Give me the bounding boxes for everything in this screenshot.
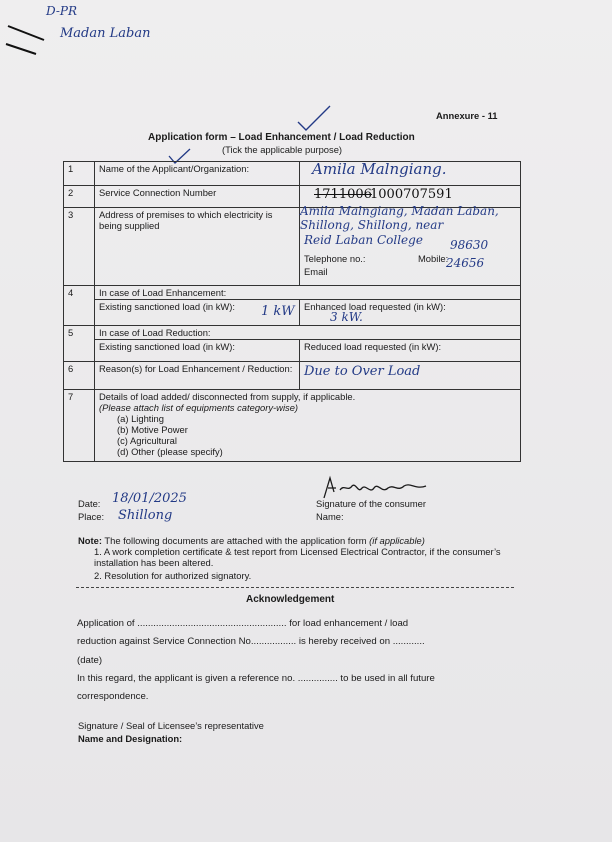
ack-heading: Acknowledgement — [246, 594, 335, 605]
details-item: (a) Lighting — [117, 413, 164, 424]
address-line2: Shillong, Shillong, near — [300, 218, 444, 232]
annexure-label: Annexure - 11 — [436, 110, 498, 121]
reduced-load-cell[interactable] — [300, 340, 521, 362]
note-suffix: (if applicable) — [369, 535, 425, 546]
pen-stroke-marks — [0, 0, 60, 60]
name-designation-label: Name and Designation: — [78, 733, 183, 744]
row-label: Address of premises to which electricity is being supplied — [95, 208, 300, 286]
table-row — [64, 326, 521, 340]
note-prefix: Note: — [78, 535, 102, 546]
place-value: Shillong — [118, 508, 173, 523]
details-item: (d) Other (please specify) — [117, 446, 223, 457]
existing-load-label: Existing sanctioned load (in kW): — [99, 341, 235, 352]
row-number: 5 — [64, 326, 95, 362]
address-cell[interactable] — [300, 204, 521, 286]
ack-para2-line1: In this regard, the applicant is given a reference no. ............... to be used in all future — [77, 673, 435, 684]
details-item: (b) Motive Power — [117, 424, 188, 435]
row-number: 3 — [64, 208, 95, 286]
applicant-name-cell[interactable] — [300, 162, 521, 186]
ack-para1-line2: reduction against Service Connection No................. is hereby received on ............ — [77, 636, 425, 647]
service-connection-value: 1000707591 — [370, 187, 453, 202]
note-text: The following documents are attached with the application form — [104, 535, 367, 546]
table-row — [64, 300, 521, 326]
place-label: Place: — [78, 511, 105, 522]
row-number: 1 — [64, 162, 95, 186]
licensee-signature-label: Signature / Seal of Licensee’s representative — [78, 720, 264, 731]
reason-value: Due to Over Load — [304, 364, 421, 379]
details-cell[interactable] — [95, 390, 521, 462]
applicant-name-value: Amila Malngiang. — [312, 160, 447, 178]
mobile-value-1: 98630 — [450, 238, 489, 252]
details-item: (c) Agricultural — [117, 435, 177, 446]
reduced-load-label: Reduced load requested (in kW): — [304, 341, 442, 352]
table-row — [64, 340, 521, 362]
existing-load-cell[interactable] — [95, 300, 300, 326]
table-row — [64, 208, 521, 286]
row-number: 7 — [64, 390, 95, 462]
note-item: 1. A work completion certificate & test report from Licensed Electrical Contractor, if the consumer’s installation has been altered. — [94, 546, 501, 568]
existing-load-value: 1 kW — [261, 304, 295, 319]
row-label: Reason(s) for Load Enhancement / Reduction: — [95, 362, 300, 390]
table-row — [64, 390, 521, 462]
existing-load-cell[interactable] — [95, 340, 300, 362]
details-note: (Please attach list of equipments category-wise) — [99, 402, 299, 413]
row-label: Service Connection Number — [95, 186, 300, 208]
mobile-label: Mobile: — [418, 253, 449, 264]
date-label: Date: — [78, 498, 101, 509]
row-label: In case of Load Enhancement: — [95, 286, 521, 300]
details-label: Details of load added/ disconnected from supply, if applicable. — [99, 391, 356, 402]
struck-number: 1711006 — [314, 187, 372, 202]
note-item: 2. Resolution for authorized signatory. — [94, 570, 252, 581]
telephone-label: Telephone no.: — [304, 253, 366, 264]
note-block — [78, 535, 425, 546]
row-number: 4 — [64, 286, 95, 326]
enhanced-load-cell[interactable] — [300, 300, 521, 326]
enhanced-load-value: 3 kW. — [330, 310, 363, 324]
tick-mark-icon — [296, 104, 332, 134]
table-row — [64, 362, 521, 390]
row-number: 6 — [64, 362, 95, 390]
address-line3: Reid Laban College — [304, 233, 423, 247]
email-label: Email — [304, 266, 328, 277]
row-label: Name of the Applicant/Organization: — [95, 162, 300, 186]
form-subtitle: (Tick the applicable purpose) — [222, 144, 343, 155]
name-label: Name: — [316, 511, 344, 522]
table-row — [64, 162, 521, 186]
ack-para1-line3: (date) — [77, 655, 103, 666]
corner-note-line1: D-PR — [46, 4, 78, 18]
address-line1: Amila Malngiang, Madan Laban, — [300, 204, 499, 218]
table-row — [64, 286, 521, 300]
application-form-table — [63, 161, 521, 462]
corner-note-line2: Madan Laban — [60, 26, 151, 41]
mobile-value-2: 24656 — [446, 256, 485, 270]
enhanced-load-label: Enhanced load requested (in kW): — [304, 301, 446, 312]
row-number: 2 — [64, 186, 95, 208]
reason-cell[interactable] — [300, 362, 521, 390]
date-value: 18/01/2025 — [112, 491, 187, 506]
form-title: Application form – Load Enhancement / Load Reduction — [148, 132, 415, 143]
existing-load-label: Existing sanctioned load (in kW): — [99, 301, 235, 312]
row-label: In case of Load Reduction: — [95, 326, 521, 340]
ack-para1-line1: Application of ........................................................ for load enhancement / load — [77, 618, 409, 629]
section-divider — [76, 587, 514, 588]
signature-label: Signature of the consumer — [316, 498, 426, 509]
ack-para2-line2: correspondence. — [77, 691, 149, 702]
